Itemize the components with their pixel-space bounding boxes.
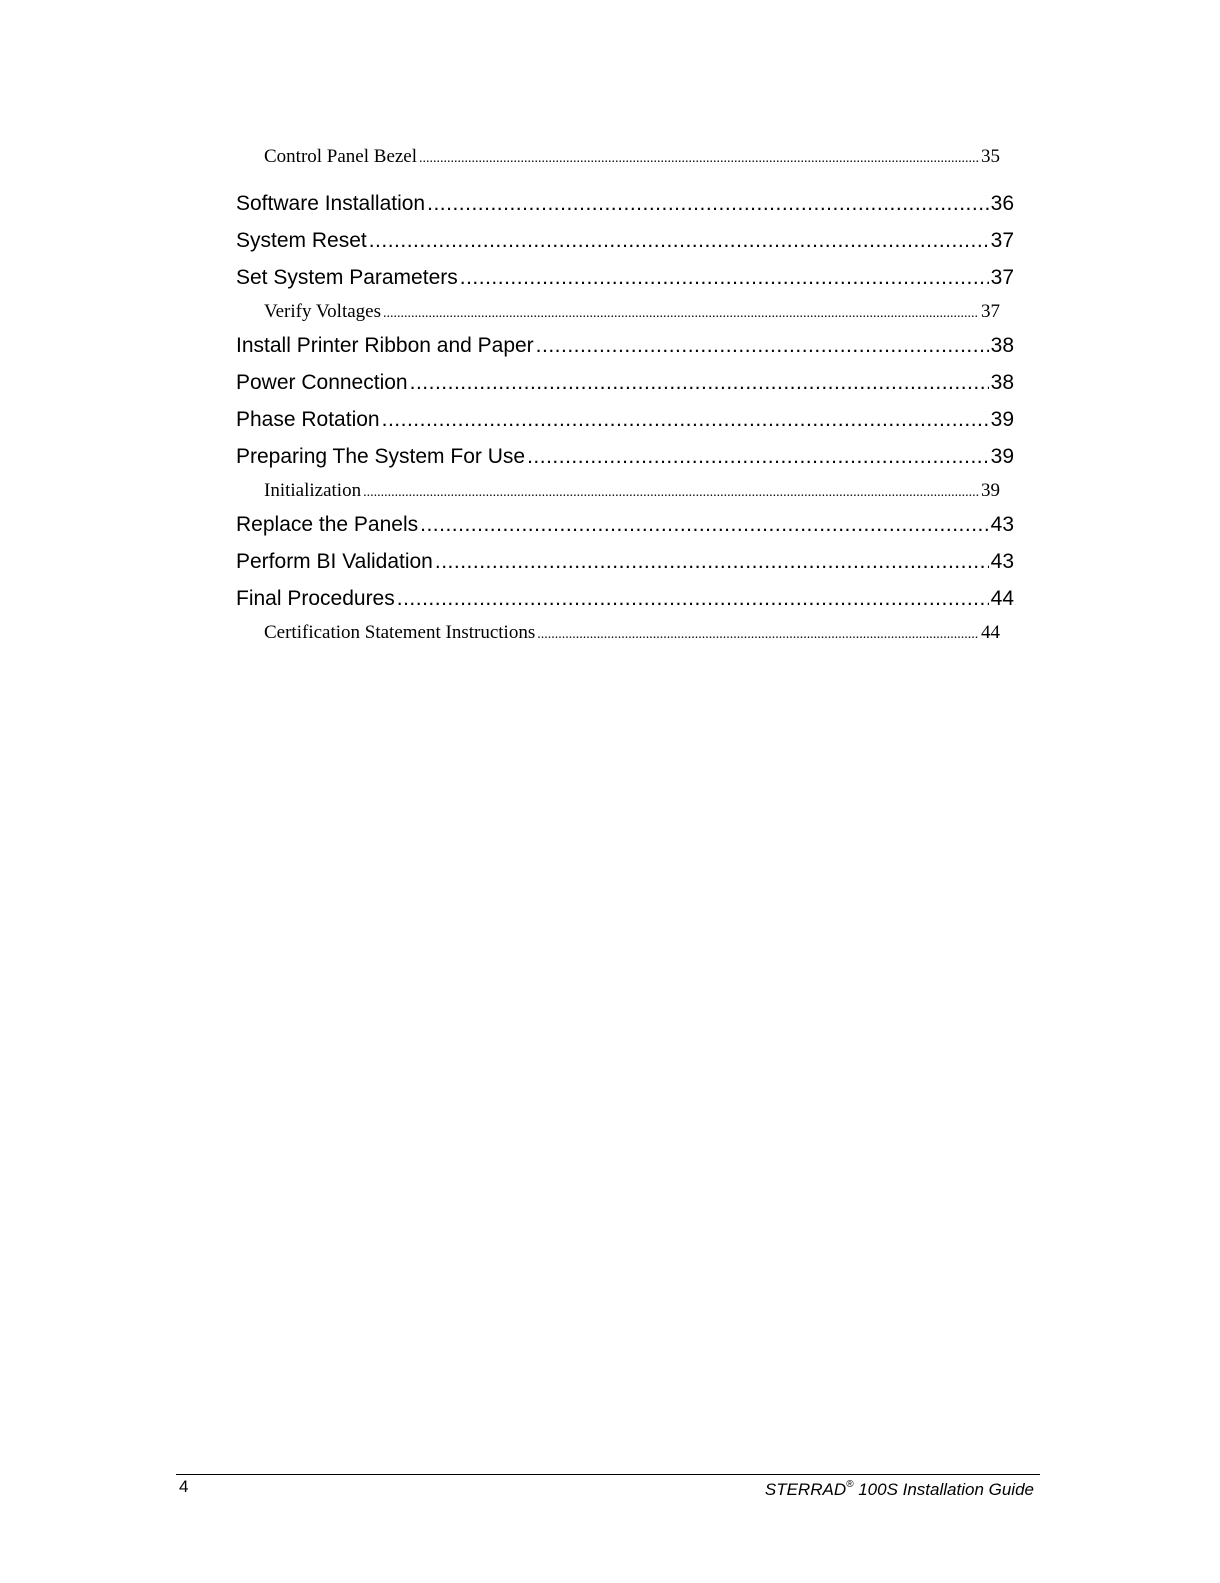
dot-leader xyxy=(460,259,989,296)
toc-entry-page: 37 xyxy=(981,301,1000,322)
toc-entry-power-connection[interactable] xyxy=(236,364,1014,401)
dot-leader xyxy=(382,401,989,438)
dot-leader xyxy=(397,580,989,617)
toc-entry-set-system-parameters[interactable] xyxy=(236,259,1014,296)
guide-title-rest: 100S Installation Guide xyxy=(853,1480,1034,1499)
toc-entry-verify-voltages[interactable] xyxy=(236,296,1014,327)
dot-leader xyxy=(383,298,979,327)
toc-entry-title: Initialization xyxy=(264,480,362,501)
toc-entry-title: Certification Statement Instructions xyxy=(264,622,536,643)
toc-entry-page: 37 xyxy=(990,229,1014,252)
toc-entry-install-printer-ribbon[interactable] xyxy=(236,327,1014,364)
toc-entry-page: 39 xyxy=(990,445,1014,468)
dot-leader xyxy=(435,543,989,580)
toc-entry-preparing-system[interactable] xyxy=(236,438,1014,475)
footer-guide-title xyxy=(765,1479,1034,1500)
toc-entry-title: Set System Parameters xyxy=(236,266,458,289)
dot-leader xyxy=(419,142,979,175)
toc-entry-title: Phase Rotation xyxy=(236,408,380,431)
table-of-contents xyxy=(236,140,1014,648)
guide-brand: STERRAD xyxy=(764,1480,847,1499)
dot-leader xyxy=(410,364,989,401)
toc-entry-page: 44 xyxy=(981,622,1000,643)
toc-entry-certification-statement[interactable] xyxy=(236,617,1014,648)
toc-entry-control-panel-bezel[interactable] xyxy=(236,140,1014,185)
dot-leader xyxy=(537,619,979,648)
toc-entry-initialization[interactable] xyxy=(236,475,1014,506)
toc-entry-title: System Reset xyxy=(236,229,367,252)
toc-entry-perform-bi-validation[interactable] xyxy=(236,543,1014,580)
toc-entry-phase-rotation[interactable] xyxy=(236,401,1014,438)
toc-entry-title: Control Panel Bezel xyxy=(264,146,418,167)
toc-entry-page: 35 xyxy=(981,146,1000,167)
toc-entry-page: 43 xyxy=(990,550,1014,573)
dot-leader xyxy=(427,185,989,222)
registered-mark: ® xyxy=(846,1479,854,1490)
toc-entry-title: Power Connection xyxy=(236,371,408,394)
toc-entry-software-installation[interactable] xyxy=(236,185,1014,222)
dot-leader xyxy=(527,438,989,475)
toc-entry-page: 39 xyxy=(981,480,1000,501)
toc-entry-page: 43 xyxy=(990,513,1014,536)
toc-entry-title: Software Installation xyxy=(236,192,426,215)
dot-leader xyxy=(420,506,989,543)
toc-entry-system-reset[interactable] xyxy=(236,222,1014,259)
toc-entry-title: Verify Voltages xyxy=(264,301,381,322)
toc-entry-page: 39 xyxy=(990,408,1014,431)
toc-entry-page: 38 xyxy=(990,371,1014,394)
toc-entry-title: Install Printer Ribbon and Paper xyxy=(236,334,534,357)
toc-entry-page: 38 xyxy=(990,334,1014,357)
toc-entry-title: Preparing The System For Use xyxy=(236,445,526,468)
dot-leader xyxy=(363,477,979,506)
page-footer xyxy=(176,1474,1040,1505)
dot-leader xyxy=(369,222,989,259)
toc-entry-title: Perform BI Validation xyxy=(236,550,433,573)
toc-entry-page: 44 xyxy=(990,587,1014,610)
toc-entry-final-procedures[interactable] xyxy=(236,580,1014,617)
toc-entry-page: 36 xyxy=(990,192,1014,215)
dot-leader xyxy=(536,327,989,364)
toc-entry-title: Final Procedures xyxy=(236,587,395,610)
footer-page-number: 4 xyxy=(179,1477,189,1496)
toc-entry-replace-panels[interactable] xyxy=(236,506,1014,543)
toc-entry-page: 37 xyxy=(990,266,1014,289)
toc-entry-title: Replace the Panels xyxy=(236,513,419,536)
